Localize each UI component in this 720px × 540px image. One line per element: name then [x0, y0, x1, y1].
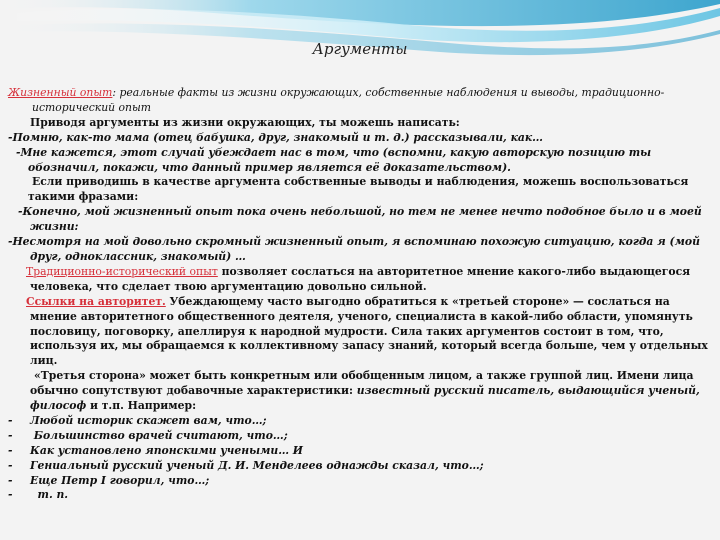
example-phrase-4: -Несмотря на мой довольно скромный жизненный опыт, я вспоминаю похожую ситуацию, когда я (мой друг, одноклассник, знакомый) …: [8, 235, 700, 263]
paragraph-own-conclusions: Если приводишь в качестве аргумента собственные выводы и наблюдения, можешь воспользоваться такими фразами:: [28, 175, 689, 204]
example-phrase-1: -Помню, как-то мама (отец бабушка, друг, знакомый и т. д.) рассказывали, как…: [8, 130, 543, 144]
bullet-marker: -: [8, 443, 13, 457]
paragraph-historical-experience: [8, 265, 714, 295]
list-item-text: Любой историк скажет вам, что…;: [30, 413, 267, 427]
slide-title: Аргументы: [312, 40, 408, 58]
slide-body: [8, 86, 714, 503]
list-item-text: Гениальный русский ученый Д. И. Менделеев однажды сказал, что…;: [30, 458, 484, 472]
list-item-text: Еще Петр I говорил, что…;: [30, 473, 210, 487]
third-party-text: «Третья сторона» может быть конкретным или обобщенным лицом, а также группой лиц. Имени лица обычно сопутствуют добавочные характеристики:: [30, 369, 694, 398]
term-life-experience: Жизненный опыт: [8, 86, 113, 99]
bullet-marker: -: [8, 488, 13, 502]
example-list: [8, 414, 714, 503]
bullet-marker: -: [8, 473, 13, 487]
list-item: [8, 414, 714, 429]
definition-text: : реальные факты из жизни окружающих, собственные наблюдения и выводы, традиционно- исторический опыт: [32, 86, 665, 114]
list-item: [8, 459, 714, 474]
term-historical-experience: Традиционно-исторический опыт: [26, 264, 218, 278]
third-party-tail: и т.п. Например:: [86, 399, 197, 413]
authority-text: Убеждающему часто выгодно обратиться к «третьей стороне» — сослаться на мнение авторитетного общественного деятеля, ученого, специалиста в какой-либо области, упомянуть пословицу, поговорку, апеллируя к народной мудрости. Сила таких аргументов состоит в том, что, используя их, мы обращаемся к коллективному запасу знаний, который всегда больше, чем у отдельных лиц.: [30, 294, 708, 368]
term-authority: Ссылки на авторитет.: [26, 294, 166, 308]
example-phrase-2: -Мне кажется, этот случай убеждает нас в том, что (вспомни, какую авторскую позицию ты обозначил, покажи, что данный пример является её доказательством).: [16, 145, 652, 174]
paragraph-authority: [8, 295, 714, 370]
list-item-text: Как установлено японскими учеными… И: [30, 443, 303, 457]
paragraph-life-experience: [8, 86, 714, 116]
list-item-text: Большинство врачей считают, что…;: [30, 428, 288, 442]
list-item: [8, 474, 714, 489]
bullet-marker: -: [8, 413, 13, 427]
list-item-text: т. п.: [30, 488, 69, 502]
example-phrase-3: -Конечно, мой жизненный опыт пока очень небольшой, но тем не менее нечто подобное было и в моей жизни:: [18, 205, 702, 234]
list-item: [8, 488, 714, 503]
paragraph-third-party: [8, 369, 714, 414]
paragraph-intro: Приводя аргументы из жизни окружающих, ты можешь написать:: [30, 115, 460, 129]
list-item: [8, 429, 714, 444]
third-party-italic: известный русский писатель, выдающийся ученый, философ: [30, 384, 700, 413]
bullet-marker: -: [8, 458, 13, 472]
list-item: [8, 444, 714, 459]
historical-text: позволяет сослаться на авторитетное мнение какого-либо выдающегося человека, что сделает твою аргументацию довольно сильной.: [30, 264, 691, 293]
bullet-marker: -: [8, 428, 13, 442]
